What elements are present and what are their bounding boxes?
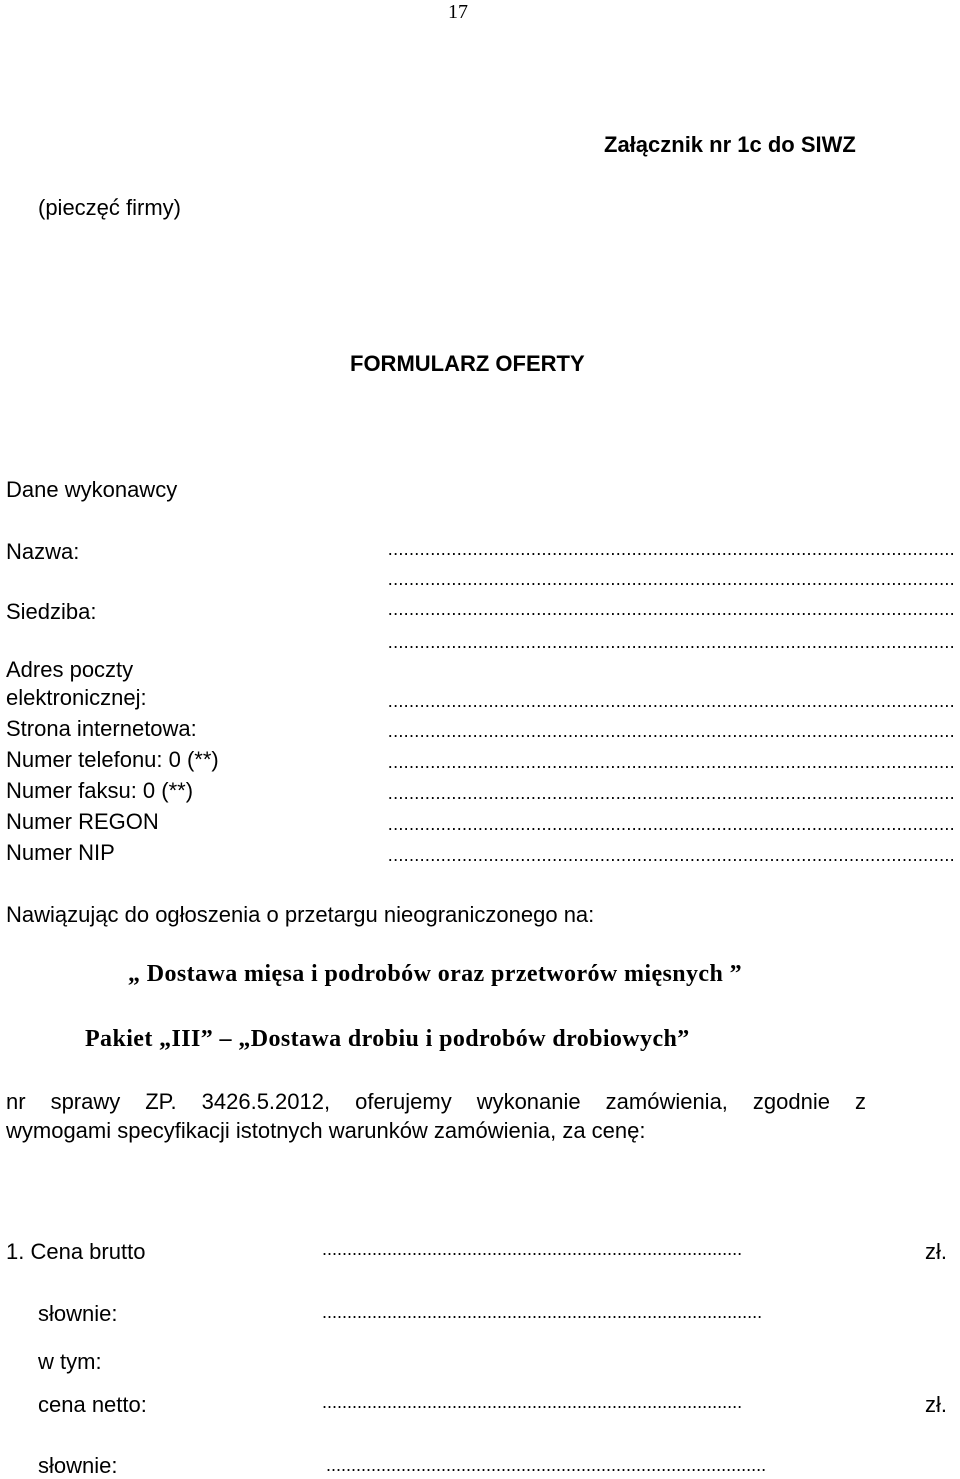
field-label-email-line2: elektronicznej:	[6, 685, 147, 710]
price-gross-field[interactable]: ....................................................................................	[322, 1240, 743, 1258]
fill-line-nazwa[interactable]: ...........................................................................................................	[387, 540, 955, 558]
including-label: w tym:	[38, 1349, 102, 1374]
intro-text: Nawiązując do ogłoszenia o przetargu nieograniczonego na:	[6, 902, 595, 927]
fill-line-regon[interactable]: ...........................................................................................................	[387, 815, 955, 833]
field-label-nip: Numer NIP	[6, 840, 115, 865]
field-label-regon: Numer REGON	[6, 809, 159, 834]
price-net-words-label: słownie:	[38, 1453, 118, 1478]
package-title: Pakiet „III” – „Dostawa drobiu i podrobów drobiowych”	[85, 1026, 690, 1052]
price-net-words-field[interactable]: ........................................................................................	[326, 1456, 767, 1474]
fill-line-fax[interactable]: ...........................................................................................................	[387, 784, 955, 802]
fill-line-phone[interactable]: ...........................................................................................................	[387, 753, 955, 771]
price-net-label: cena netto:	[38, 1392, 147, 1417]
fill-line-siedziba-2[interactable]: ...........................................................................................................	[387, 633, 955, 651]
section-title: Dane wykonawcy	[6, 477, 178, 502]
price-net-currency: zł.	[925, 1392, 947, 1417]
page-number: 17	[448, 1, 468, 23]
tender-subject: „ Dostawa mięsa i podrobów oraz przetworów mięsnych ”	[128, 961, 743, 987]
fill-line-nip[interactable]: ...........................................................................................................	[387, 846, 955, 864]
price-gross-words-field[interactable]: ........................................................................................	[322, 1303, 763, 1321]
field-label-nazwa: Nazwa:	[6, 539, 80, 564]
field-label-email-line1: Adres poczty	[6, 657, 134, 682]
annex-title: Załącznik nr 1c do SIWZ	[604, 132, 856, 157]
company-stamp-label: (pieczęć firmy)	[38, 195, 182, 220]
fill-line-email[interactable]: ...........................................................................................................	[387, 692, 955, 710]
field-label-fax: Numer faksu: 0 (**)	[6, 778, 194, 803]
price-gross-label: 1. Cena brutto	[6, 1239, 146, 1264]
price-gross-currency: zł.	[925, 1239, 947, 1264]
price-net-field[interactable]: ....................................................................................	[322, 1393, 743, 1411]
field-label-website: Strona internetowa:	[6, 716, 197, 741]
field-label-siedziba: Siedziba:	[6, 599, 97, 624]
case-number-line-2: wymogami specyfikacji istotnych warunków zamówienia, za cenę:	[6, 1118, 646, 1143]
fill-line-siedziba[interactable]: ...........................................................................................................	[387, 600, 955, 618]
field-label-phone: Numer telefonu: 0 (**)	[6, 747, 219, 772]
price-gross-words-label: słownie:	[38, 1301, 118, 1326]
case-number-line: nr sprawy ZP. 3426.5.2012, oferujemy wykonanie zamówienia, zgodnie z	[6, 1089, 866, 1114]
fill-line-website[interactable]: ...........................................................................................................	[387, 722, 955, 740]
form-title: FORMULARZ OFERTY	[350, 351, 585, 376]
fill-line-nazwa-2[interactable]: ...........................................................................................................	[387, 570, 955, 588]
